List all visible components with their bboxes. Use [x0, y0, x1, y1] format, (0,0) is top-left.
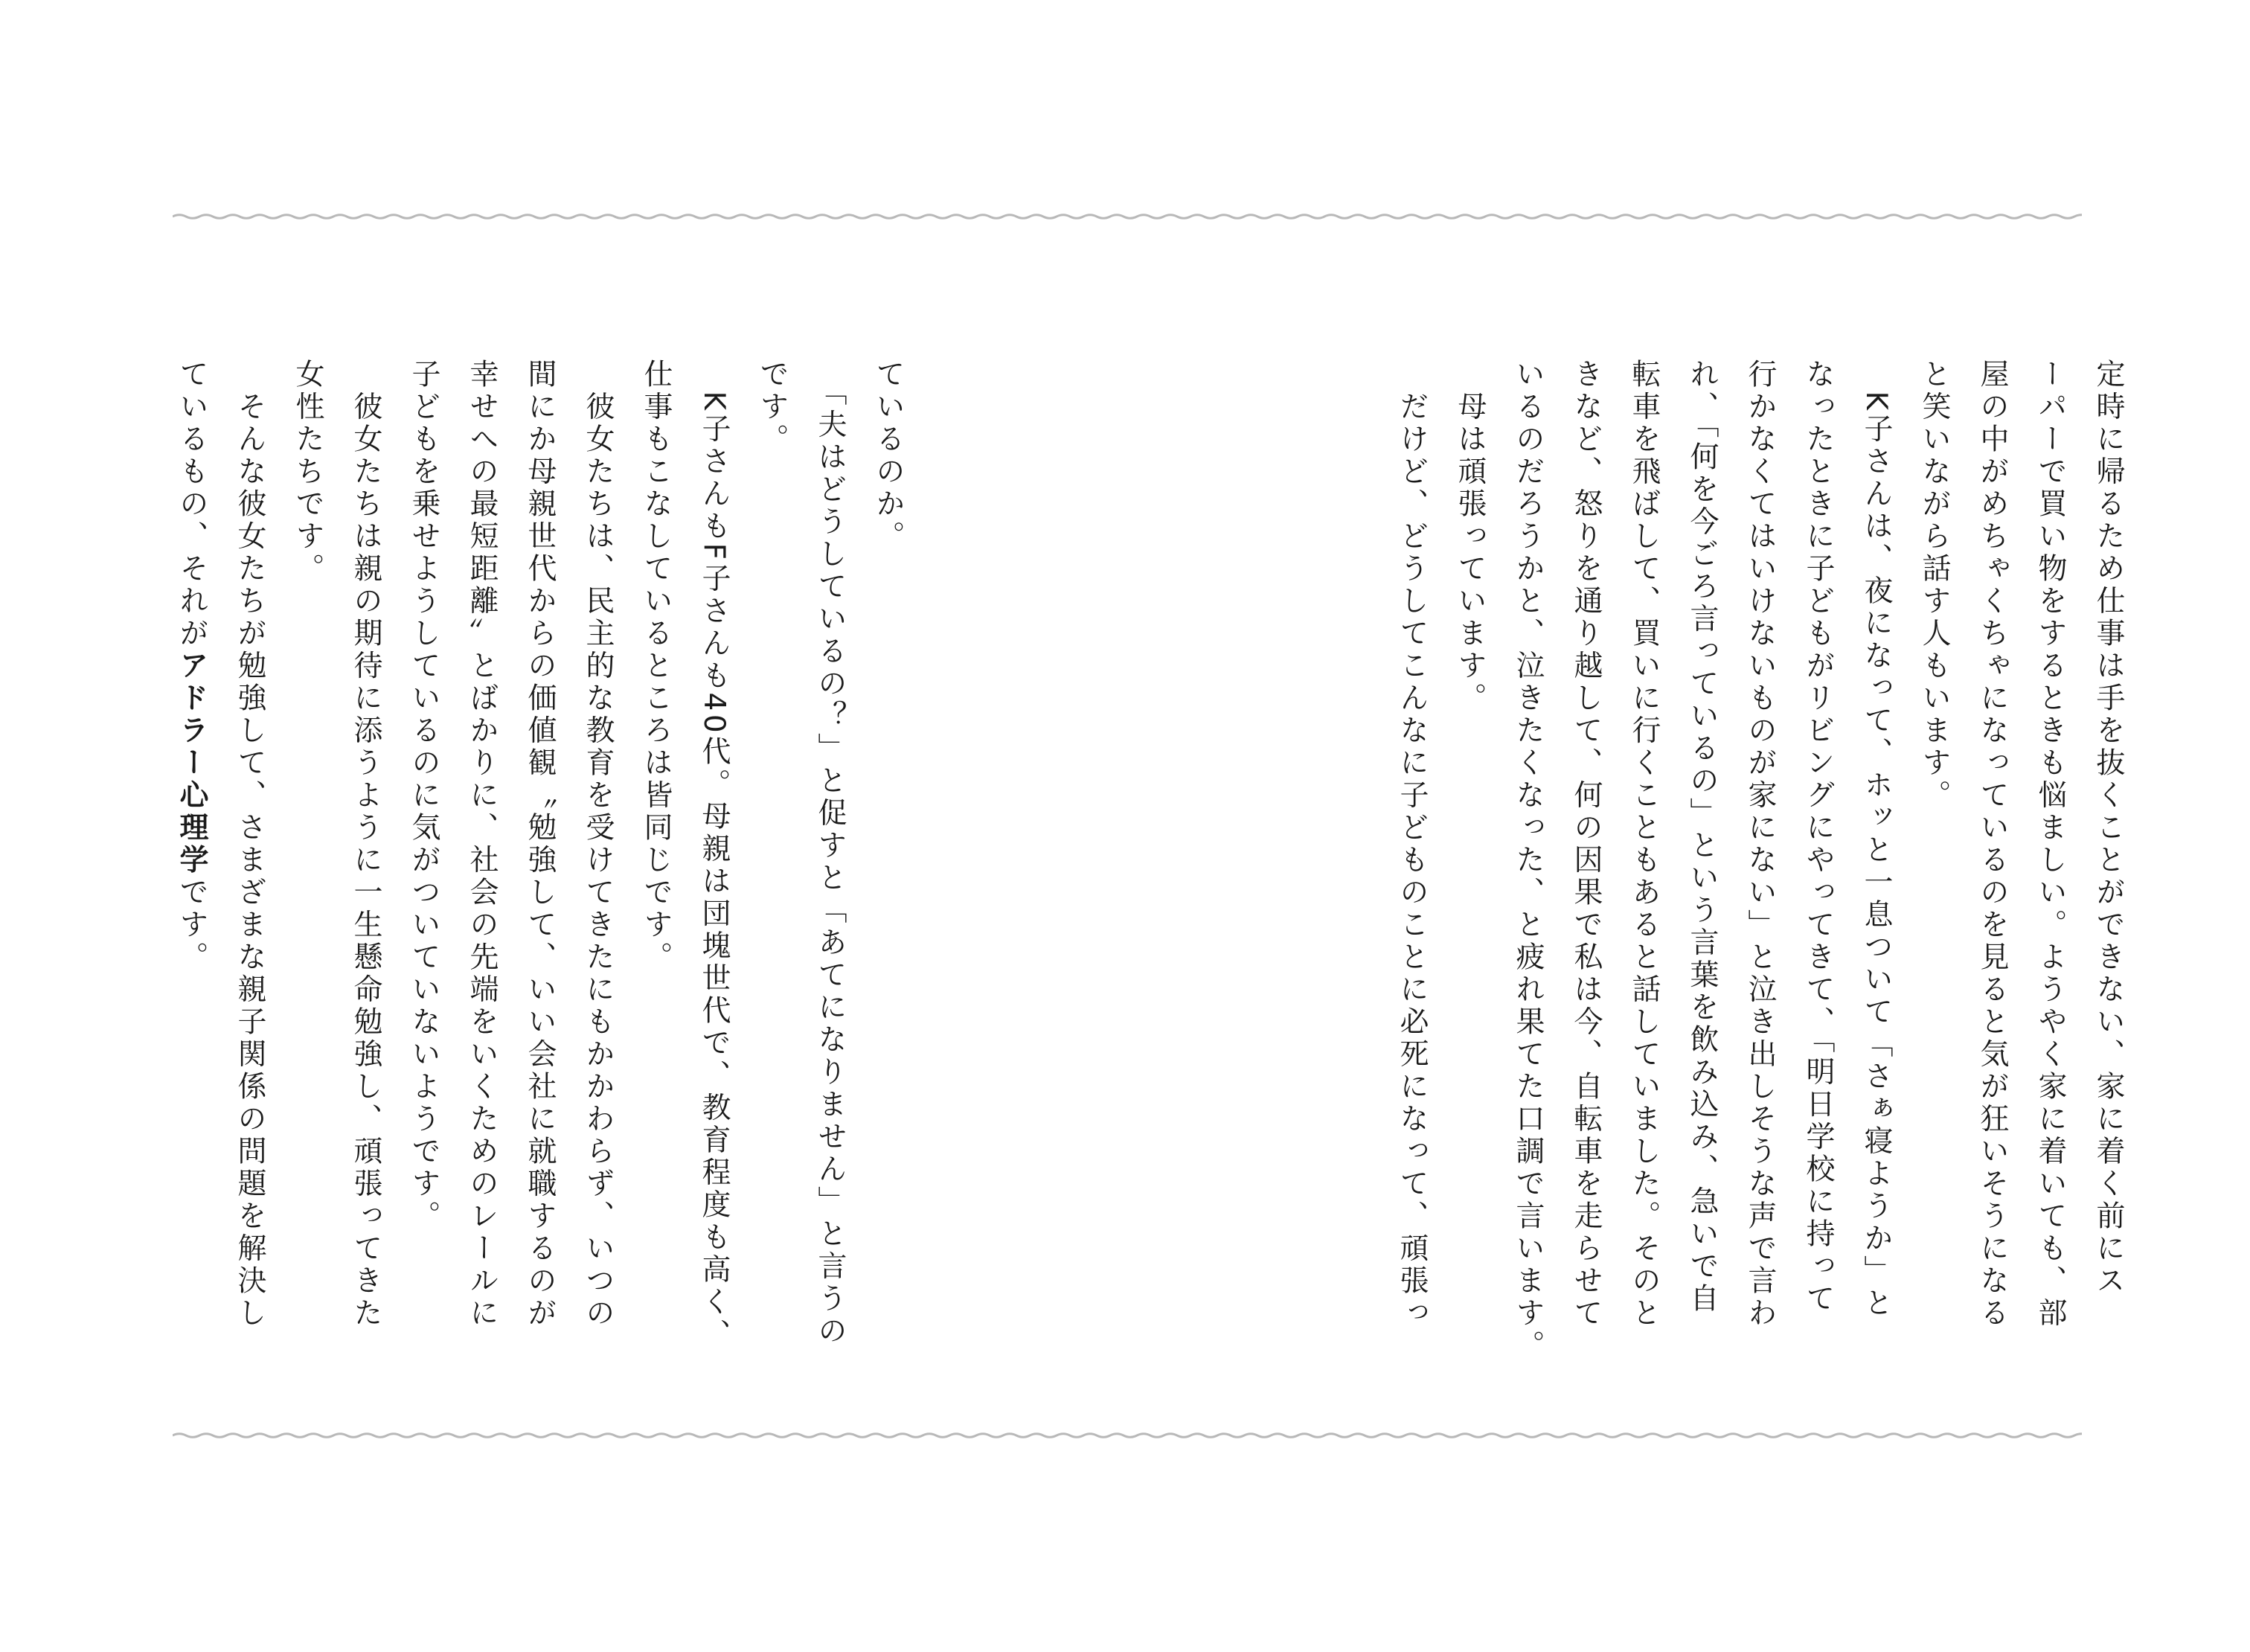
text-line: 定時に帰るため仕事は手を抜くことができない、家に着く前にス: [2092, 359, 2125, 1298]
text-line: ているのか。: [871, 359, 905, 553]
final-line-suffix: です。: [175, 877, 208, 974]
text-line: 母は頑張っています。: [1453, 359, 1487, 715]
text-line: 子どもを乗せようしているのに気がついていないようです。: [407, 359, 440, 1233]
text-line: 仕事もこなしているところは皆同じです。: [639, 359, 673, 974]
text-line: 行かなくてはいけないものが家にない」と泣き出しそうな声で言わ: [1743, 359, 1777, 1330]
text-line: 幸せへの最短距離〟とばかりに、社会の先端をいくためのレールに: [465, 359, 499, 1330]
text-line: きなど、怒りを通り越して、何の因果で私は今、自転車を走らせて: [1569, 359, 1603, 1330]
bottom-wavy-divider: [173, 1427, 2082, 1444]
text-line-final: [162, 359, 220, 1363]
text-line: いるのだろうかと、泣きたくなった、と疲れ果てた口調で言います。: [1511, 359, 1545, 1363]
text-line: です。: [755, 359, 789, 456]
text-line: 「夫はどうしているの？」と促すと「あてになりません」と言うの: [813, 359, 847, 1348]
top-wavy-divider: [173, 208, 2082, 225]
text-line: K子さんもF子さんも40代。母親は団塊世代で、教育程度も高く、: [697, 359, 731, 1351]
text-line: れ、「何を今ごろ言っているの」という言葉を飲み込み、急いで自: [1685, 359, 1719, 1316]
text-line: 彼女たちは、民主的な教育を受けてきたにもかかわらず、いつの: [581, 359, 615, 1330]
text-line: だけど、どうしてこんなに子どものことに必死になって、頑張っ: [1395, 359, 1429, 1330]
text-line: ーパーで買い物をするときも悩ましい。ようやく家に着いても、部: [2033, 359, 2067, 1330]
text-line: 転車を飛ばして、買いに行くこともあると話していました。そのと: [1627, 359, 1661, 1330]
text-line: 女性たちです。: [291, 359, 324, 586]
text-line: K子さんは、夜になって、ホッと一息ついて「さぁ寝ようか」と: [1859, 359, 1893, 1320]
text-line: そんな彼女たちが勉強して、さまざまな親子関係の問題を解決し: [233, 359, 266, 1330]
text-block-left: [173, 359, 917, 1363]
final-line-prefix: ているもの、それが: [175, 359, 208, 650]
text-line: 彼女たちは親の期待に添うように一生懸命勉強し、頑張ってきた: [349, 359, 382, 1330]
text-line: と笑いながら話す人もいます。: [1917, 359, 1951, 812]
text-line: 間にか母親世代からの価値観〝勉強して、いい会社に就職するのが: [523, 359, 557, 1330]
text-line: 屋の中がめちゃくちゃになっているのを見ると気が狂いそうになる: [1975, 359, 2009, 1330]
text-block-right: [1140, 359, 2137, 1363]
text-line: なったときに子どもがリビングにやってきて、「明日学校に持って: [1801, 359, 1835, 1316]
adler-psychology-term: アドラー心理学: [175, 650, 208, 877]
